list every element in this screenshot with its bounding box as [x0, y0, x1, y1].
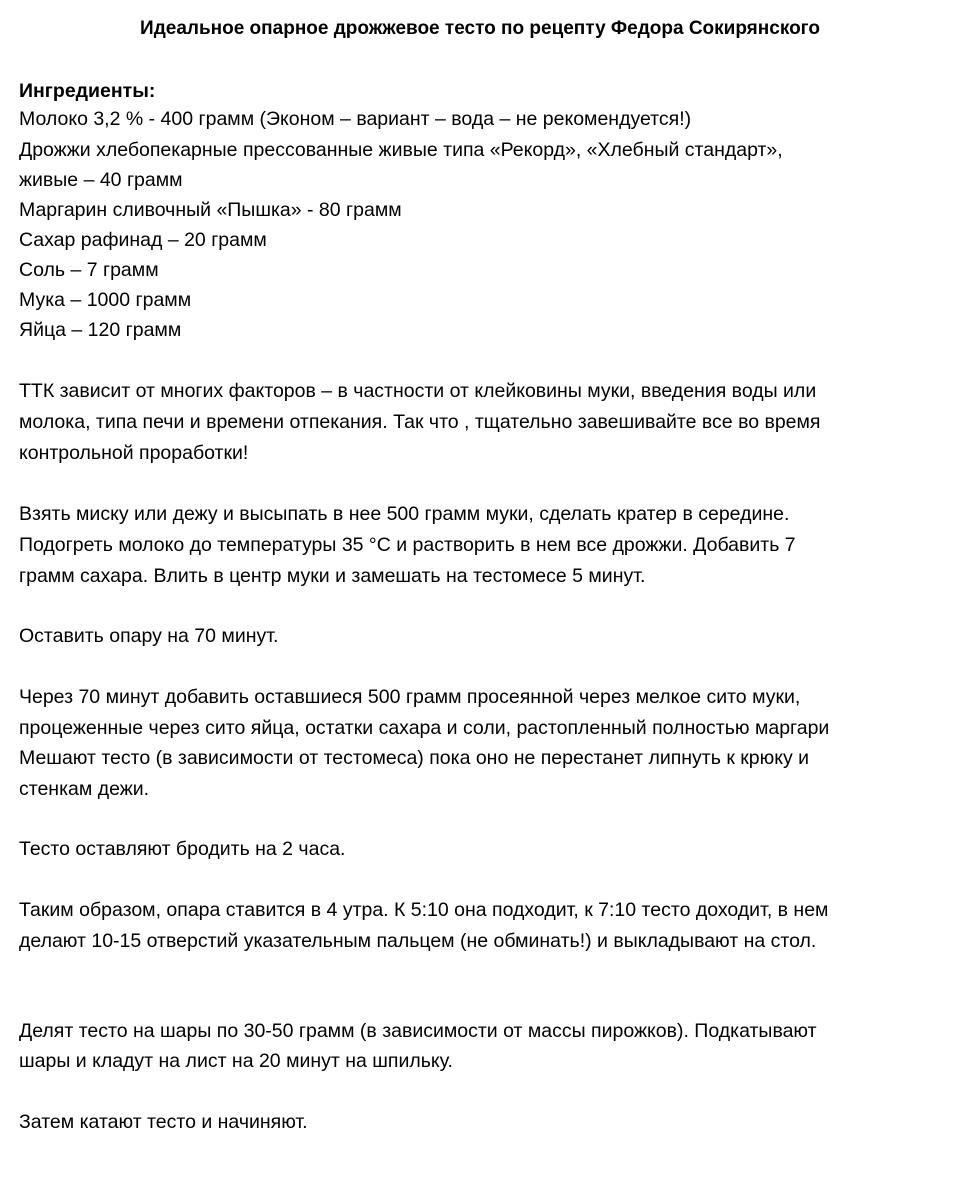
- step-line: Мешают тесто (в зависимости от тестомеса) пока оно не перестанет липнуть к крюку и: [19, 747, 810, 769]
- ingredient-line: Яйца – 120 грамм: [19, 319, 182, 341]
- step-line: делают 10-15 отверстий указательным пальцем (не обминать!) и выкладывают на стол.: [19, 930, 817, 952]
- step-line: грамм сахара. Влить в центр муки и замешать на тестомесе 5 минут.: [19, 565, 646, 587]
- ingredient-line: Молоко 3,2 % - 400 грамм (Эконом – вариант – вода – не рекомендуется!): [19, 108, 692, 130]
- ingredient-line: Маргарин сливочный «Пышка» - 80 грамм: [19, 199, 402, 221]
- ingredient-line: живые – 40 грамм: [19, 169, 183, 191]
- step-line: Таким образом, опара ставится в 4 утра. К 5:10 она подходит, к 7:10 тесто доходит, в нем: [19, 899, 829, 921]
- step-line: Затем катают тесто и начиняют.: [19, 1111, 308, 1133]
- ingredient-line: Мука – 1000 грамм: [19, 289, 192, 311]
- ingredient-line: Сахар рафинад – 20 грамм: [19, 229, 267, 251]
- step-line: Тесто оставляют бродить на 2 часа.: [19, 838, 346, 860]
- step-line: Делят тесто на шары по 30-50 грамм (в зависимости от массы пирожков). Подкатывают: [19, 1020, 817, 1042]
- step-line: стенкам дежи.: [19, 778, 150, 800]
- ingredients-heading: Ингредиенты:: [19, 80, 156, 102]
- step-line: шары и кладут на лист на 20 минут на шпильку.: [19, 1050, 453, 1072]
- ingredient-line: Соль – 7 грамм: [19, 259, 159, 281]
- note-line: ТТК зависит от многих факторов – в частности от клейковины муки, введения воды или: [19, 380, 817, 402]
- note-line: молока, типа печи и времени отпекания. Так что , тщательно завешивайте все во время: [19, 411, 821, 433]
- step-line: Подогреть молоко до температуры 35 °С и растворить в нем все дрожжи. Добавить 7: [19, 534, 796, 556]
- document-title: Идеальное опарное дрожжевое тесто по рецепту Федора Сокирянского: [140, 18, 820, 39]
- note-line: контрольной проработки!: [19, 442, 249, 464]
- step-line: Через 70 минут добавить оставшиеся 500 грамм просеянной через мелкое сито муки,: [19, 686, 801, 708]
- ingredient-line: Дрожжи хлебопекарные прессованные живые типа «Рекорд», «Хлебный стандарт»,: [19, 139, 783, 161]
- step-line: Оставить опару на 70 минут.: [19, 625, 279, 647]
- step-line: Взять миску или дежу и высыпать в нее 500 грамм муки, сделать кратер в середине.: [19, 503, 790, 525]
- step-line: процеженные через сито яйца, остатки сахара и соли, растопленный полностью маргари: [19, 717, 830, 739]
